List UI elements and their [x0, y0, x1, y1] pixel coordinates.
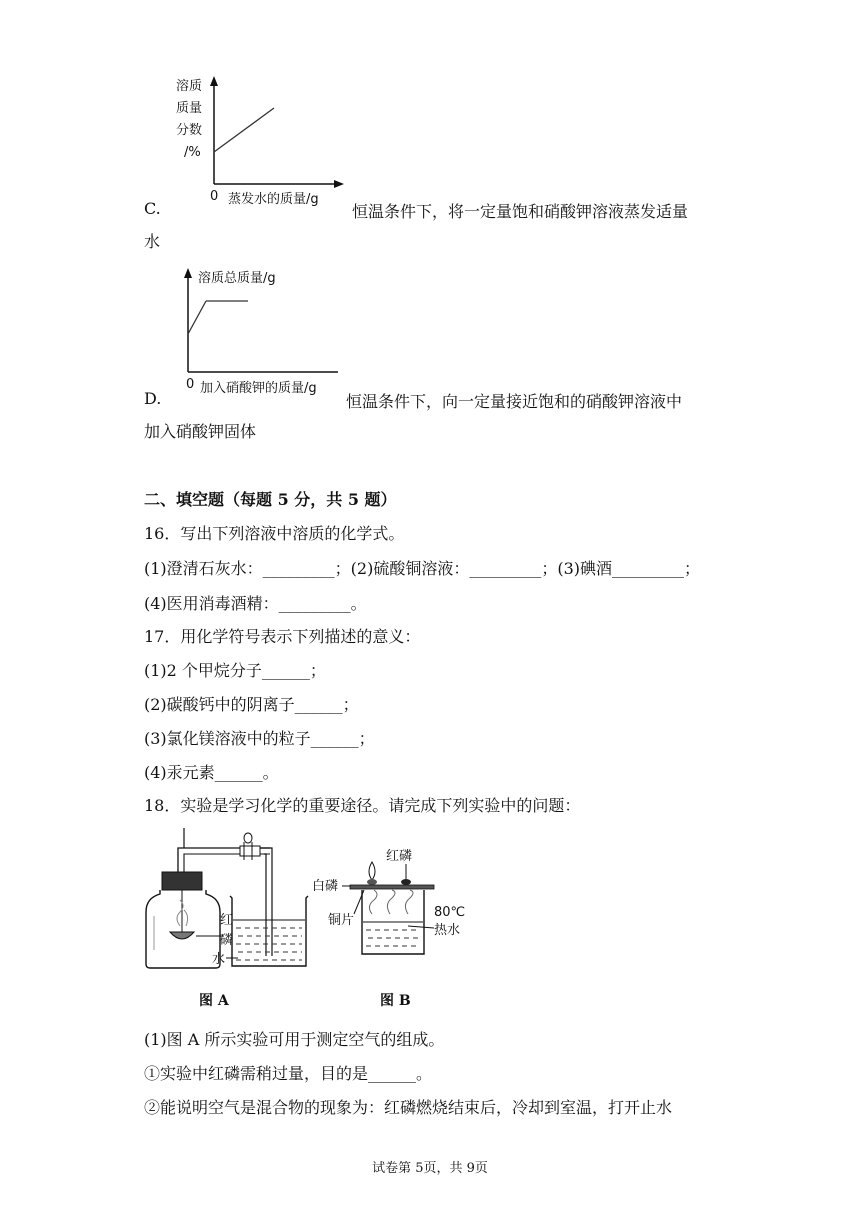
fig-a-stopper: [162, 872, 202, 890]
fig-b-white-p: [367, 879, 377, 885]
page-footer: 试卷第 5页，共 9页: [372, 1161, 488, 1176]
graph-c-x-label: 蒸发水的质量/g: [228, 192, 319, 207]
section-title: 二、填空题（每题 5 分，共 5 题）: [144, 490, 397, 509]
graph-d-origin: 0: [186, 377, 195, 392]
option-c-text: 恒温条件下，将一定量饱和硝酸钾溶液蒸发适量: [352, 202, 689, 221]
fig-a-tube-down: [260, 848, 272, 956]
option-d-letter: D.: [144, 389, 162, 408]
q16-line-2: (4)医用消毒酒精：_________。: [144, 594, 367, 613]
fig-b-copper-plate: [350, 885, 434, 889]
fig-b-steam: [369, 890, 413, 914]
fig-b-label-copper: 铜片: [328, 913, 355, 928]
fig-a-water-dashes: [236, 928, 302, 960]
figure-a: [140, 828, 330, 974]
fig-b-label-white-p: 白磷: [312, 879, 339, 894]
graph-d-curve-rise: [188, 301, 206, 334]
q17-stem: 17．用化学符号表示下列描述的意义：: [144, 627, 421, 646]
option-c-text-cont: 水: [144, 232, 161, 251]
fig-a-label-phos: 磷: [220, 933, 234, 948]
fig-b-flame: [369, 862, 375, 880]
fig-a-rubber-tube: [240, 846, 260, 856]
q16-stem: 16．写出下列溶液中溶质的化学式。: [144, 524, 405, 543]
graph-c: [170, 72, 350, 212]
graph-d: [176, 262, 346, 402]
q17-item-3: (3)氯化镁溶液中的粒子______；: [144, 729, 375, 748]
graph-c-y-label-1: 溶质: [176, 79, 203, 94]
fig-b-caption: 图 B: [380, 993, 411, 1009]
q17-item-4: (4)汞元素______。: [144, 763, 279, 782]
fig-b-label-red-p: 红磷: [386, 849, 413, 864]
option-d-text: 恒温条件下，向一定量接近饱和的硝酸钾溶液中: [346, 392, 683, 411]
graph-c-origin: 0: [210, 189, 219, 204]
graph-c-curve: [214, 108, 274, 152]
fig-b-label-hot-water: 热水: [434, 923, 461, 938]
graph-d-y-label: 溶质总质量/g: [198, 271, 276, 286]
graph-c-y-label-3: 分数: [176, 123, 203, 138]
fig-b-label-temp: 80℃: [434, 905, 466, 920]
fig-b-pointer-hot-water: [408, 926, 434, 928]
q17-item-2: (2)碳酸钙中的阴离子______；: [144, 695, 359, 714]
graph-c-y-label-2: 质量: [176, 101, 203, 116]
fig-a-beaker: [230, 896, 308, 966]
fig-a-label-water: 水: [212, 952, 226, 967]
q17-item-1: (1)2 个甲烷分子______；: [144, 661, 326, 680]
option-d-text-cont: 加入硝酸钾固体: [144, 422, 257, 441]
q18-stem: 18．实验是学习化学的重要途径。请完成下列实验中的问题：: [144, 796, 581, 815]
fig-a-bottle: [146, 890, 220, 968]
graph-d-x-label: 加入硝酸钾的质量/g: [200, 381, 317, 396]
q16-line-1: (1)澄清石灰水：_________；(2)硫酸铜溶液：_________；(3)碘酒_________；: [144, 559, 700, 578]
fig-a-label-red: 红: [220, 913, 234, 928]
graph-c-y-arrow: [210, 76, 218, 86]
figure-b: [308, 842, 478, 960]
fig-a-caption: 图 A: [199, 993, 229, 1009]
fig-b-water-dashes: [366, 930, 420, 946]
option-c-letter: C.: [144, 199, 161, 218]
q18-sub1b: ②能说明空气是混合物的现象为：红磷燃烧结束后，冷却到室温，打开止水: [144, 1098, 673, 1117]
graph-c-x-arrow: [334, 180, 344, 188]
fig-a-clamp-top: [244, 833, 252, 843]
graph-c-y-label-4: /%: [184, 145, 201, 160]
fig-a-spoon-cup: [170, 932, 194, 939]
graph-d-y-arrow: [184, 268, 192, 278]
q18-sub1: (1)图 A 所示实验可用于测定空气的组成。: [144, 1030, 445, 1049]
fig-b-red-p: [401, 879, 411, 885]
q18-sub1a: ①实验中红磷需稍过量，目的是______。: [144, 1064, 433, 1083]
